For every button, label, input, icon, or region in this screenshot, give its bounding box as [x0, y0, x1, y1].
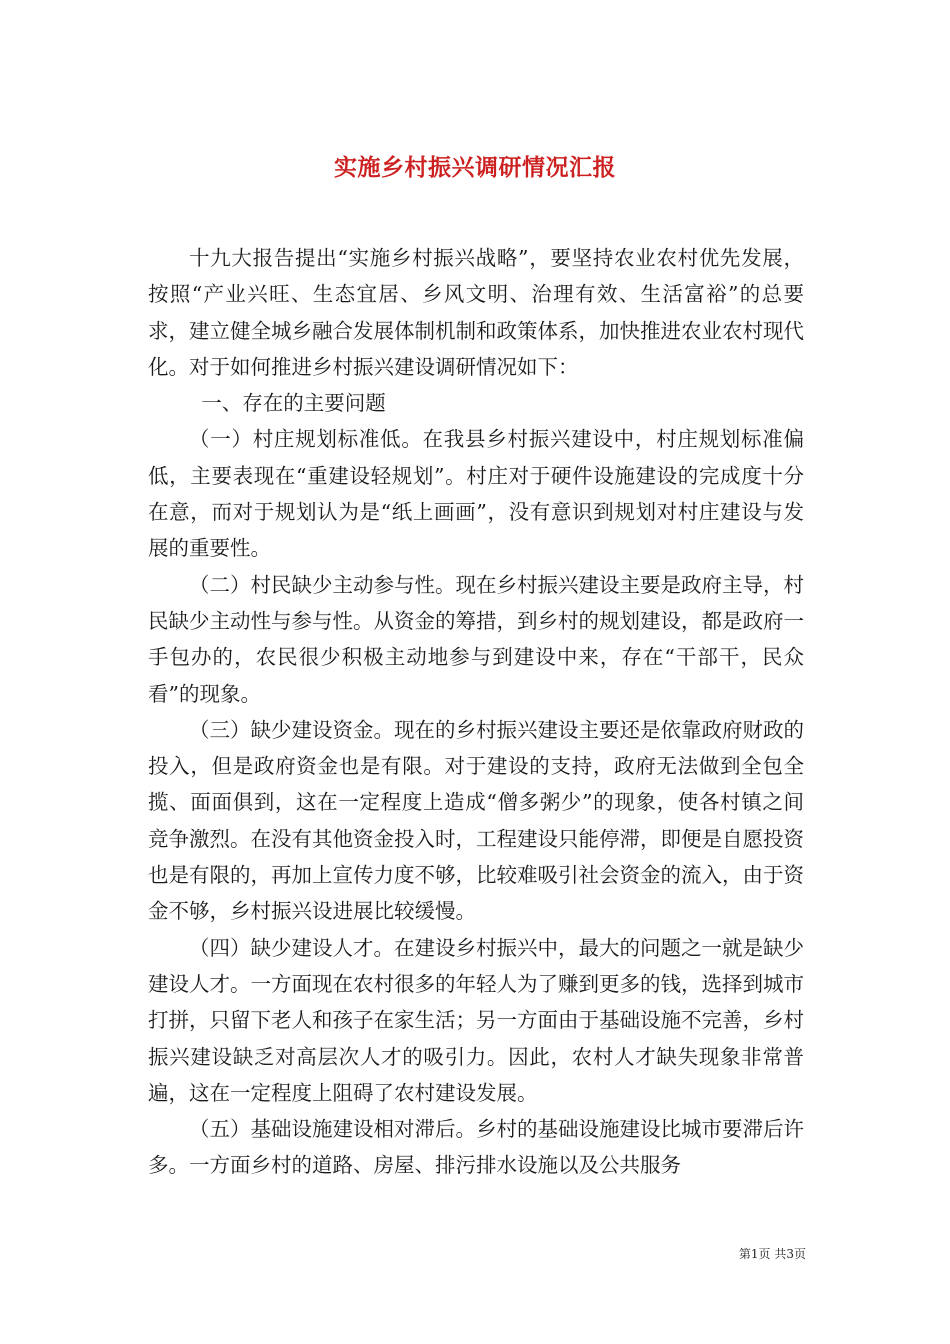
- paragraph-item-4: （四）缺少建设人才。在建设乡村振兴中，最大的问题之一就是缺少建设人才。一方面现在农村很多的年轻人为了赚到更多的钱，选择到城市打拼，只留下老人和孩子在家生活；另一方面由于基础设施不完善，乡村振兴建设缺乏对高层次人才的吸引力。因此，农村人才缺失现象非常普遍，这在一定程度上阻碍了农村建设发展。: [148, 935, 804, 1105]
- paragraph-item-5: （五）基础设施建设相对滞后。乡村的基础设施建设比城市要滞后许多。一方面乡村的道路、房屋、排污排水设施以及公共服务: [148, 1117, 804, 1178]
- paragraph-item-2: （二）村民缺少主动参与性。现在乡村振兴建设主要是政府主导，村民缺少主动性与参与性。从资金的筹措，到乡村的规划建设，都是政府一手包办的，农民很少积极主动地参与到建设中来，存在“干部干，民众看”的现象。: [148, 572, 804, 706]
- paragraph-item-3: （三）缺少建设资金。现在的乡村振兴建设主要还是依靠政府财政的投入，但是政府资金也是有限。对于建设的支持，政府无法做到全包全揽、面面俱到，这在一定程度上造成“僧多粥少”的现象，使各村镇之间竞争激烈。在没有其他资金投入时，工程建设只能停滞，即便是自愿投资也是有限的，再加上宣传力度不够，比较难吸引社会资金的流入，由于资金不够，乡村振兴设进展比较缓慢。: [148, 717, 804, 924]
- section-heading-problems: 一、存在的主要问题: [201, 391, 386, 416]
- document-title: 实施乡村振兴调研情况汇报: [334, 154, 616, 182]
- document-body: [148, 240, 804, 1184]
- page-number-footer: 第1页 共3页: [738, 1247, 806, 1261]
- paragraph-item-1: （一）村庄规划标准低。在我县乡村振兴建设中，村庄规划标准偏低，主要表现在“重建设轻规划”。村庄对于硬件设施建设的完成度十分在意，而对于规划认为是“纸上画画”，没有意识到规划对村庄建设与发展的重要性。: [148, 427, 804, 561]
- paragraph-intro: 十九大报告提出“实施乡村振兴战略”，要坚持农业农村优先发展，按照“产业兴旺、生态宜居、乡风文明、治理有效、生活富裕”的总要求，建立健全城乡融合发展体制机制和政策体系，加快推进农业农村现代化。对于如何推进乡村振兴建设调研情况如下：: [148, 246, 804, 379]
